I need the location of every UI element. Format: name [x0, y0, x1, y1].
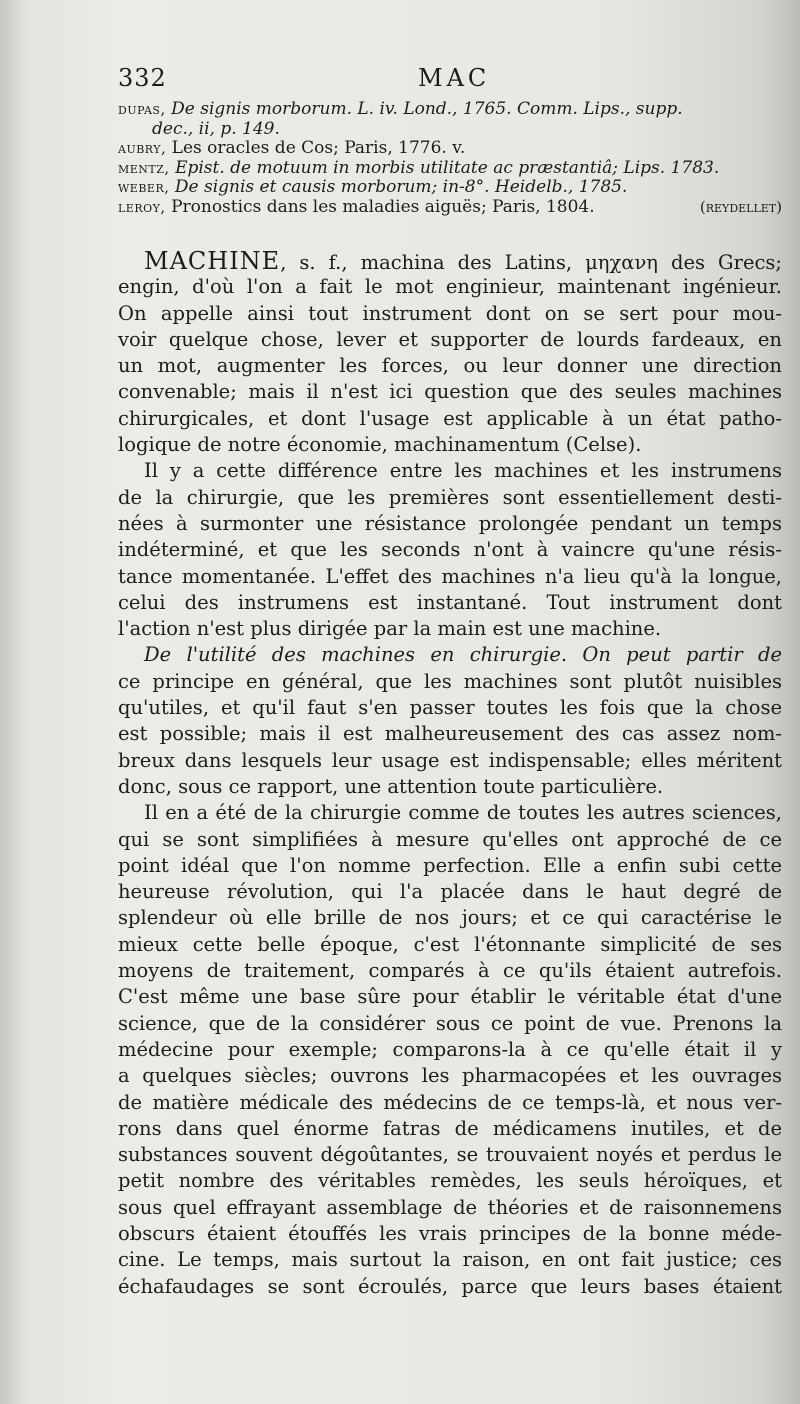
text-line: cine. Le temps, mais surtout la raison, en ont fait justice; ces: [118, 1248, 782, 1272]
reference-item: [118, 100, 782, 120]
reference-text: Pronostics dans les maladies aiguës; Paris, 1804.: [165, 197, 595, 217]
entry-headword: MACHINE: [144, 248, 281, 275]
bibliography: [118, 100, 782, 218]
text-line: de matière médicale des médecins de ce temps-là, et nous ver-: [118, 1090, 782, 1114]
text-line: obscurs étaient étouffés les vrais principes de la bonne méde-: [118, 1221, 782, 1245]
text-line: science, que de la considérer sous ce point de vue. Prenons la: [118, 1011, 782, 1035]
text-line: mieux cette belle époque, c'est l'étonnante simplicité de ses: [118, 932, 782, 956]
reference-author: weber,: [118, 178, 170, 197]
text-line: heureuse révolution, qui l'a placée dans le haut degré de: [118, 880, 782, 904]
text-line: qui se sont simplifiées à mesure qu'elles ont approché de ce: [118, 827, 782, 851]
reference-text: dec., ii, p. 149.: [152, 119, 280, 139]
text-line: rons dans quel énorme fatras de médicamens inutiles, et de: [118, 1116, 782, 1140]
text-line: de la chirurgie, que les premières sont essentiellement desti-: [118, 485, 782, 509]
text-line: convenable; mais il n'est ici question que des seules machines: [118, 380, 782, 404]
text-line: nées à surmonter une résistance prolongée pendant un temps: [118, 511, 782, 535]
text-line: sous quel effrayant assemblage de théories et de raisonnemens: [118, 1195, 782, 1219]
text-line: logique de notre économie, machinamentum (Celse).: [118, 433, 642, 457]
text-line: moyens de traitement, comparés à ce qu'ils étaient autrefois.: [118, 959, 782, 983]
text-line: splendeur où elle brille de nos jours; et ce qui caractérise le: [118, 906, 782, 930]
text-line: l'action n'est plus dirigée par la main est une machine.: [118, 617, 662, 641]
text-line: indéterminé, et que les seconds n'ont à vaincre qu'une résis-: [118, 538, 782, 562]
reference-item: [118, 139, 782, 159]
reference-text: Epist. de motuum in morbis utilitate ac præstantiâ; Lips. 1783.: [169, 158, 720, 178]
text-line: est possible; mais il est malheureusement des cas assez nom-: [118, 722, 782, 746]
reference-author: aubry,: [118, 139, 167, 158]
reference-text: Les oracles de Cos; Paris, 1776. v.: [166, 139, 466, 159]
text-line: engin, d'où l'on a fait le mot enginieur, maintenant ingénieur.: [118, 275, 782, 299]
text-line: celui des instrumens est instantané. Tout instrument dont: [118, 590, 782, 614]
author-signature: (reydellet): [699, 197, 782, 216]
section-heading-line: De l'utilité des machines en chirurgie. On peut partir de: [144, 643, 782, 667]
text-line-content: , s. f., machina des Latins, μηχανη des Grecs;: [280, 251, 782, 274]
text-line: ce principe en général, que les machines sont plutôt nuisibles: [118, 669, 782, 693]
reference-item: [118, 198, 782, 218]
text-line: [118, 248, 782, 274]
text-line: tance momentanée. L'effet des machines n'a lieu qu'à la longue,: [118, 564, 782, 588]
text-line: donc, sous ce rapport, une attention toute particulière.: [118, 774, 664, 798]
text-line: On appelle ainsi tout instrument dont on se sert pour mou-: [118, 301, 782, 325]
reference-text: De signis et causis morborum; in-8°. Heidelb., 1785.: [169, 178, 628, 198]
reference-item: [118, 159, 782, 179]
text-line: a quelques siècles; ouvrons les pharmacopées et les ouvrages: [118, 1064, 782, 1088]
text-line: Il y a cette différence entre les machines et les instrumens: [144, 459, 782, 483]
text-line: un mot, augmenter les forces, ou leur donner une direction: [118, 354, 782, 378]
text-line: voir quelque chose, lever et supporter de lourds fardeaux, en: [118, 327, 782, 351]
text-line: médecine pour exemple; comparons-la à ce qu'elle était il y: [118, 1037, 782, 1061]
text-line: point idéal que l'on nomme perfection. Elle a enfin subi cette: [118, 853, 782, 877]
text-line: Il en a été de la chirurgie comme de toutes les autres sciences,: [144, 801, 782, 825]
text-line: C'est même une base sûre pour établir le véritable état d'une: [118, 985, 782, 1009]
reference-author: mentz,: [118, 158, 170, 177]
text-line: breux dans lesquels leur usage est indispensable; elles méritent: [118, 748, 782, 772]
running-head: MAC: [418, 64, 491, 92]
page-header: [118, 64, 778, 98]
text-line: échafaudages se sont écroulés, parce que leurs bases étaient: [118, 1274, 782, 1298]
text-line: petit nombre des véritables remèdes, les seuls héroïques, et: [118, 1169, 782, 1193]
text-line: qu'utiles, et qu'il faut s'en passer toutes les fois que la chose: [118, 696, 782, 720]
text-line: chirurgicales, et dont l'usage est applicable à un état patho-: [118, 406, 782, 430]
reference-text: De signis morborum. L. iv. Lond., 1765. Comm. Lips., supp.: [165, 100, 683, 119]
reference-author: dupas,: [118, 100, 166, 118]
reference-item: [118, 178, 782, 198]
text-line: substances souvent dégoûtantes, se trouvaient noyés et perdus le: [118, 1143, 782, 1167]
article-body: [118, 248, 782, 1300]
reference-author: leroy,: [118, 197, 166, 216]
page-number: 332: [118, 64, 167, 92]
reference-item: [118, 120, 782, 140]
